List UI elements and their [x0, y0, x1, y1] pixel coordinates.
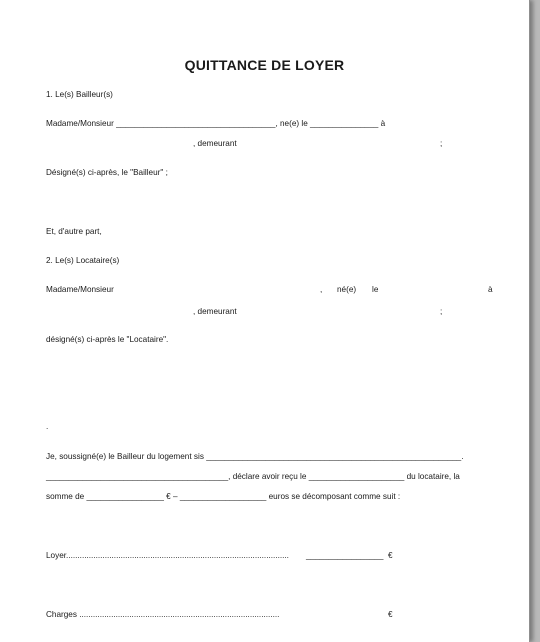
charges-line: Charges ........................................................................................ — [46, 610, 280, 619]
statement-line-1: Je, soussigné(e) le Bailleur du logement sis ________________________________________________________. — [46, 452, 464, 461]
locataire-identity-le: le — [372, 285, 379, 294]
charges-currency: € — [388, 610, 393, 619]
bailleur-designation: Désigné(s) ci-après, le "Bailleur" ; — [46, 168, 168, 177]
locataire-heading: 2. Le(s) Locataire(s) — [46, 256, 120, 265]
bailleur-address-line: , demeurant — [193, 139, 237, 148]
bailleur-address-end: ; — [440, 139, 443, 148]
locataire-address-end: ; — [440, 307, 443, 316]
statement-line-3: somme de _________________ € – ___________________ euros se décomposant comme suit : — [46, 492, 401, 501]
locataire-address-line: , demeurant — [193, 307, 237, 316]
stray-dot: . — [46, 422, 49, 431]
statement-line-2: ________________________________________, déclare avoir reçu le _____________________ du locataire, la — [46, 472, 460, 481]
document-title: QUITTANCE DE LOYER — [184, 57, 345, 73]
locataire-identity-nee: né(e) — [337, 285, 357, 294]
other-part-text: Et, d'autre part, — [46, 227, 102, 236]
locataire-identity-label: Madame/Monsieur — [46, 285, 114, 294]
bailleur-identity-line: Madame/Monsieur ___________________________________, ne(e) le _______________ à — [46, 119, 386, 128]
locataire-designation: désigné(s) ci-après le "Locataire". — [46, 335, 169, 344]
loyer-currency: € — [388, 551, 393, 560]
loyer-amount-blank: _________________ — [306, 551, 384, 560]
locataire-identity-comma: , — [320, 285, 323, 294]
loyer-line: Loyer.................................................................................................. — [46, 551, 292, 560]
locataire-identity-a: à — [488, 285, 493, 294]
bailleur-heading: 1. Le(s) Bailleur(s) — [46, 90, 113, 99]
